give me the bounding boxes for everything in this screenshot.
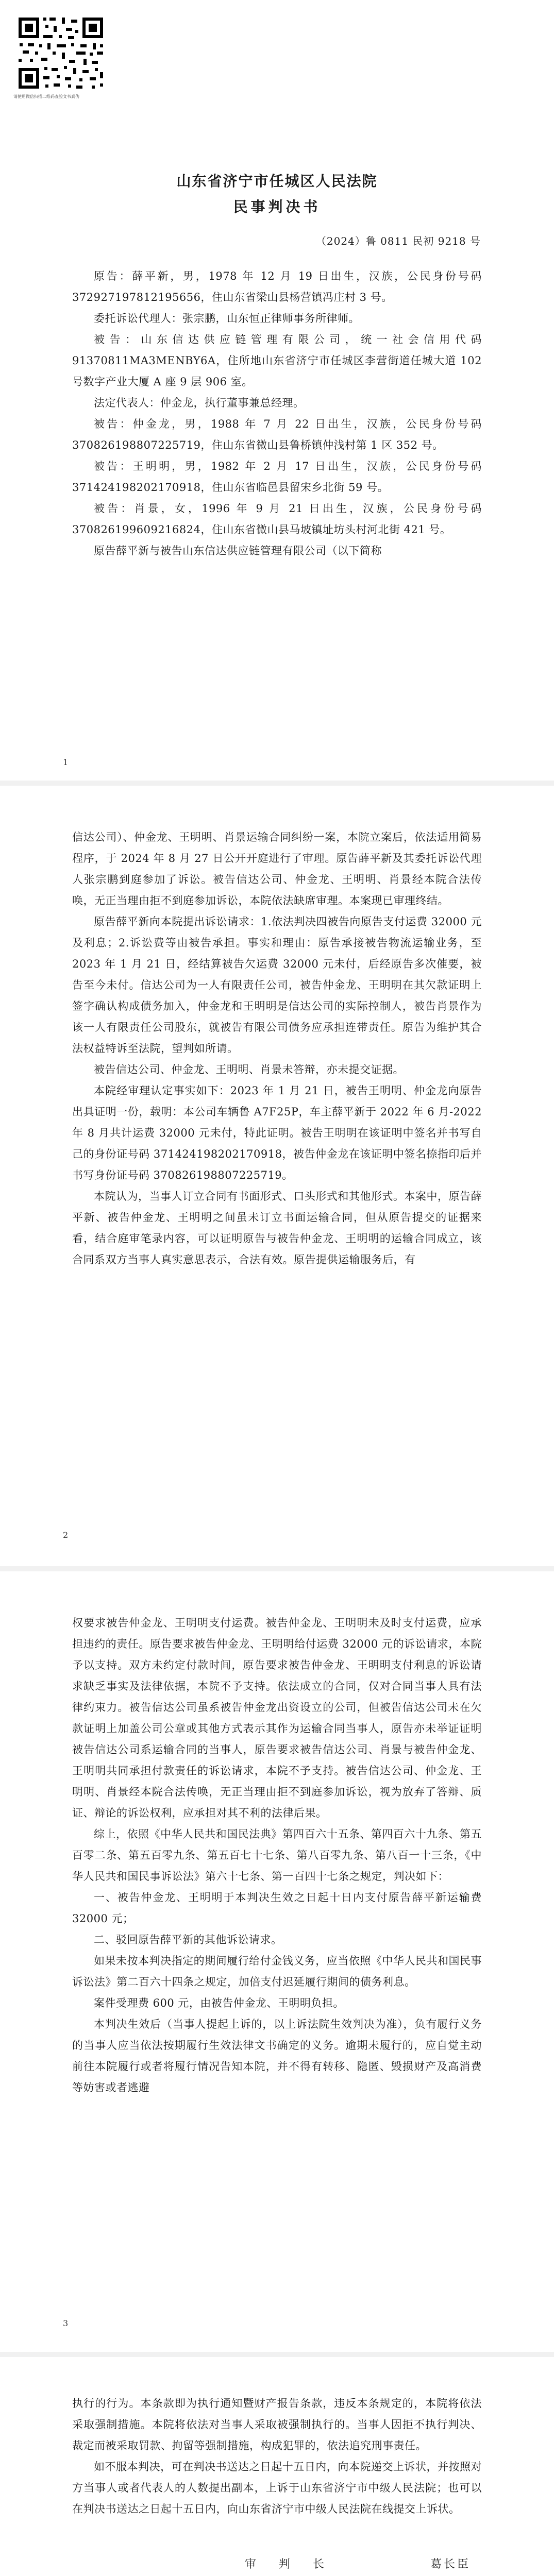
party-defendant-wang: 被告：王明明，男，1982 年 2 月 17 日出生，汉族，公民身份号码 371424198202170918，住山东省临邑县留宋乡北街 59 号。 <box>72 460 482 494</box>
judgment-item-2: 二、驳回原告薛平新的其他诉讼请求。 <box>94 1934 282 1946</box>
court-opinion: 权要求被告仲金龙、王明明支付运费。被告仲金龙、王明明未及时支付运费，应承担违约的责任。原告要求被告仲金龙、王明明给付运费 32000 元的诉讼请求，本院予以支持。双方未约定付款时间，原告要求被告仲金龙、王明明支付利息的诉讼请求缺乏事实及法律依据，本院不予支持。依法成立的合同，仅对合同当事人具有法律约束力。被告信达公司虽系被告仲金龙出资设立的公司，但被告信达公司未在欠款证明上加盖公司公章或其他方式表示其作为运输合同当事人，原告亦未举证证明被告信达公司系运输合同的当事人，原告要求被告信达公司、肖景与被告仲金龙、王明明共同承担付款责任的诉讼请求，本院不予支持。被告信达公司、仲金龙、王明明、肖景经本院合法传唤，无正当理由拒不到庭参加诉讼，视为放弃了答辩、质证、辩论的诉讼权利，应承担对其不利的法律后果。 <box>72 1617 482 1819</box>
court-opinion-start: 本院认为，当事人订立合同有书面形式、口头形式和其他形式。本案中，原告薛平新、被告仲金龙、王明明之间虽未订立书面运输合同，但从原告提交的证据来看，结合庭审笔录内容，可以证明原告与被告仲金龙、王明明的运输合同成立，该合同系双方当事人真实意思表示，合法有效。原告提供运输服务后，有 <box>72 1190 482 1266</box>
page-number: 3 <box>63 2318 69 2328</box>
page-3-body <box>72 1613 482 2098</box>
page-number: 1 <box>63 757 69 767</box>
procedure-paragraph: 信达公司）、仲金龙、王明明、肖景运输合同纠纷一案，本院立案后，依法适用简易程序，于 2024 年 8 月 27 日公开开庭进行了审理。原告薛平新及其委托诉讼代理人张宗鹏到庭参加了诉讼。被告信达公司、仲金龙、王明明、肖景经本院合法传唤，无正当理由拒不到庭参加诉讼，本院依法缺席审理。本案现已审理终结。 <box>72 831 482 907</box>
party-plaintiff: 原告：薛平新，男，1978 年 12 月 19 日出生，汉族，公民身份号码 372927197812195656，住山东省梁山县杨营镇冯庄村 3 号。 <box>72 270 482 303</box>
case-fee: 案件受理费 600 元，由被告仲金龙、王明明负担。 <box>94 1997 344 2009</box>
judgment-item-1: 一、被告仲金龙、王明明于本判决生效之日起十日内支付原告薛平新运输费 32000 元； <box>72 1891 482 1925</box>
party-defendant-xiao: 被告：肖景，女，1996 年 9 月 21 日出生，汉族，公民身份号码 370826199609216824，住山东省微山县马坡镇址坊头村河北街 421 号。 <box>72 502 482 536</box>
defendants-no-reply: 被告信达公司、仲金龙、王明明、肖景未答辩，亦未提交证据。 <box>94 1063 404 1076</box>
page-separator <box>0 2352 554 2357</box>
qr-code-icon <box>14 14 107 92</box>
signature-name: 葛长臣 <box>430 2558 471 2571</box>
page-number: 2 <box>63 1530 69 1540</box>
qr-caption: 请使用微信扫描二维码查验文书真伪 <box>13 94 79 99</box>
case-number: （2024）鲁 0811 民初 9218 号 <box>315 235 481 247</box>
execution-notice-cont: 执行的行为。本条款即为执行通知暨财产报告条款，违反本条规定的，本院将依法采取强制措施。本院将依法对当事人采取被强制执行的。当事人因拒不执行判决、裁定而被采取罚款、拘留等强制措施，构成犯罪的，依法追究刑事责任。 <box>72 2397 482 2452</box>
page-2-body <box>72 827 482 1270</box>
page-3 <box>0 1571 554 2352</box>
court-name: 山东省济宁市任城区人民法院 <box>176 173 378 190</box>
execution-notice: 本判决生效后（当事人提起上诉的，以上诉法院生效判决为准），负有履行义务的当事人应当依法按期履行生效法律文书确定的义务。逾期未履行的，应自觉主动前往本院履行或者将履行情况告知本院，并不得有转移、隐匿、毁损财产及高消费等妨害或者逃避 <box>72 2018 482 2094</box>
page-1 <box>0 0 554 781</box>
party-defendant-zhong: 被告：仲金龙，男，1988 年 7 月 22 日出生，汉族，公民身份号码 370826198807225719，住山东省微山县鲁桥镇仲浅村第 1 区 352 号。 <box>72 418 482 451</box>
party-plaintiff-agent: 委托诉讼代理人：张宗鹏，山东恒正律师事务所律师。 <box>94 312 360 325</box>
plaintiff-claims: 原告薛平新向本院提出诉讼请求：1.依法判决四被告向原告支付运费 32000 元及利息；2.诉讼费等由被告承担。事实和理由：原告承接被告物流运输业务，至 2023 年 1 月 21 日，经结算被告欠运费 32000 元未付，后经原告多次催要，被告至今未付。信达公司为一人有限责任公司，被告仲金龙、王明明在其欠款证明上签字确认构成债务加入，仲金龙和王明明是信达公司的实际控制人，被告肖景作为该一人有限责任公司股东，就被告有限公司债务应承担连带责任。原告为维护其合法权益特诉至法院，望判如所请。 <box>72 916 482 1055</box>
page-4-body <box>72 2393 482 2520</box>
page-separator <box>0 1566 554 1571</box>
late-payment-interest: 如果未按本判决指定的期间履行给付金钱义务，应当依照《中华人民共和国民事诉讼法》第二百六十四条之规定，加倍支付迟延履行期间的债务利息。 <box>72 1955 482 1988</box>
case-intro: 原告薛平新与被告山东信达供应链管理有限公司（以下简称 <box>94 545 382 557</box>
facts-found: 本院经审理认定事实如下：2023 年 1 月 21 日，被告王明明、仲金龙向原告出具证明一份，载明：本公司车辆鲁 A7F25P，车主薛平新于 2022 年 6 月-2022 年 8 月共计运费 32000 元未付，特此证明。被告王明明在该证明中签名并书写自己的身份证号码 371424198202170918，被告仲金龙在该证明中签名捺指印后并书写身份证号码 370826198807225719。 <box>72 1084 482 1181</box>
party-legal-representative: 法定代表人：仲金龙，执行董事兼总经理。 <box>94 397 305 409</box>
page-1-body <box>72 266 482 562</box>
signature-role: 审判长 <box>245 2558 347 2571</box>
page-separator <box>0 781 554 786</box>
document-type-title: 民事判决书 <box>233 198 321 215</box>
legal-basis: 综上，依照《中华人民共和国民法典》第四百六十五条、第四百六十九条、第五百零二条、第五百零九条、第五百七十七条、第八百零九条、第八百一十三条，《中华人民共和国民事诉讼法》第六十七条、第一百四十七条之规定，判决如下： <box>72 1828 482 1883</box>
page-4 <box>0 2357 554 2576</box>
page-2 <box>0 786 554 1566</box>
appeal-notice: 如不服本判决，可在判决书送达之日起十五日内，向本院递交上诉状，并按照对方当事人或者代表人的人数提出副本，上诉于山东省济宁市中级人民法院；也可以在判决书送达之日起十五日内，向山东省济宁市中级人民法院在线提交上诉状。 <box>72 2461 482 2515</box>
party-defendant-company: 被告：山东信达供应链管理有限公司，统一社会信用代码 91370811MA3MENBY6A，住所地山东省济宁市任城区李营街道任城大道 102 号数字产业大厦 A 座 9 层 906 室。 <box>72 333 482 388</box>
